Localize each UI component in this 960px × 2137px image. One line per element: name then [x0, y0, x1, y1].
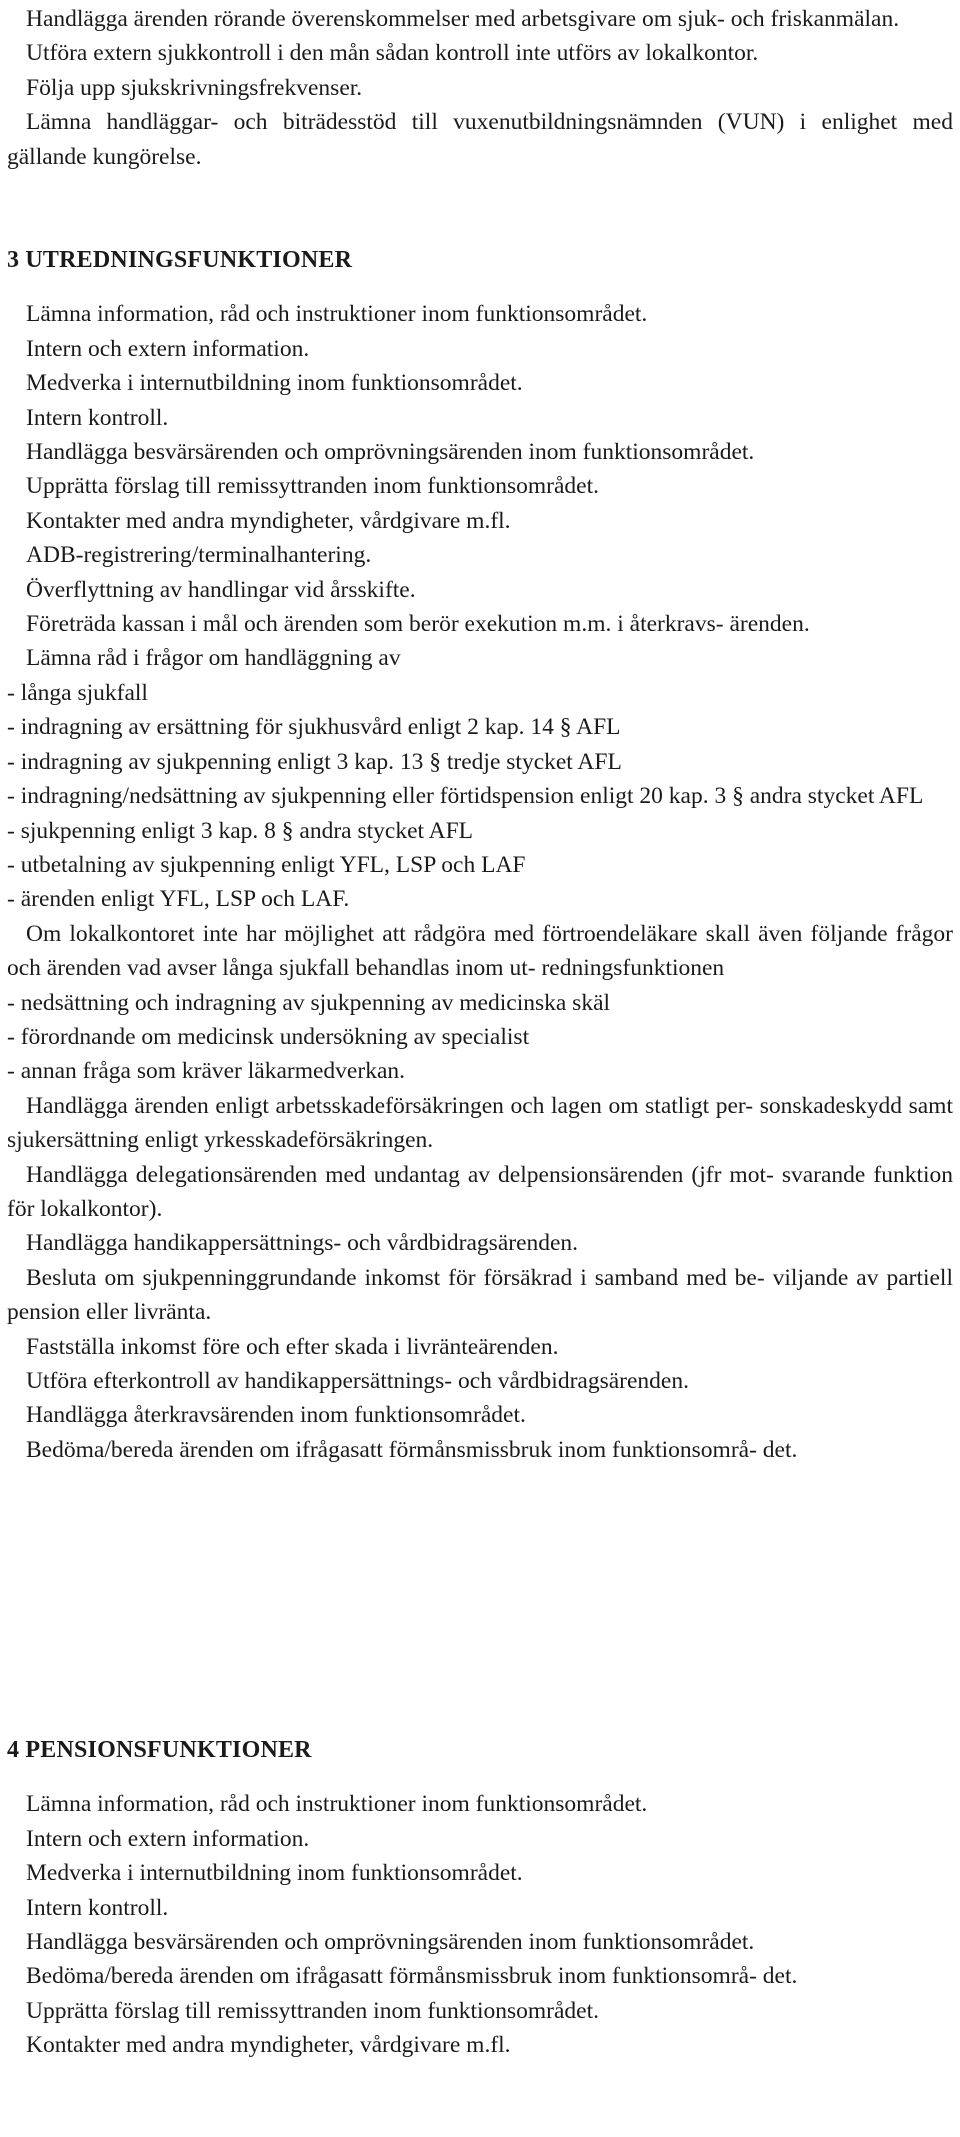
s4-item-8: Kontakter med andra myndigheter, vårdgivare m.fl.	[26, 2032, 511, 2059]
s3-item-14: - indragning av sjukpenning enligt 3 kap. 13 § tredje stycket AFL	[7, 748, 622, 775]
s3-item-6: Upprätta förslag till remissyttranden inom funktionsområdet.	[26, 473, 600, 500]
section-4	[7, 1733, 953, 2063]
s3-item-30: Bedöma/bereda ärenden om ifrågasatt förmånsmissbruk inom funktionsområ- det.	[26, 1436, 798, 1463]
section-3	[7, 243, 953, 1467]
s3-item-15: - indragning/nedsättning av sjukpenning eller förtidspension enligt 20 kap. 3 § andra stycket AFL	[7, 783, 924, 810]
s3-item-27: Fastställa inkomst före och efter skada i livränteärenden.	[26, 1333, 559, 1360]
s4-item-6: Bedöma/bereda ärenden om ifrågasatt förmånsmissbruk inom funktionsområ- det.	[26, 1963, 798, 1990]
s3-item-19: Om lokalkontoret inte har möjlighet att rådgöra med förtroendeläkare skall även följande frågor och ärenden vad avser långa sjukfall behandlas inom ut- redningsfunktionen	[7, 920, 953, 982]
s3-item-26: Besluta om sjukpenninggrundande inkomst för försäkrad i samband med be- viljande av partiell pension eller livränta.	[7, 1264, 953, 1326]
s3-item-20: - nedsättning och indragning av sjukpenning av medicinska skäl	[7, 989, 611, 1016]
s3-item-21: - förordnande om medicinsk undersökning av specialist	[7, 1023, 530, 1050]
s4-item-4: Intern kontroll.	[26, 1894, 169, 1921]
s3-item-25: Handlägga handikappersättnings- och vårdbidragsärenden.	[26, 1230, 579, 1257]
s3-item-10: Företräda kassan i mål och ärenden som berör exekution m.m. i återkravs- ärenden.	[26, 611, 810, 638]
intro-section	[7, 2, 953, 174]
s3-item-12: - långa sjukfall	[7, 679, 148, 706]
intro-paragraph-3: Följa upp sjukskrivningsfrekvenser.	[26, 74, 363, 101]
s3-item-7: Kontakter med andra myndigheter, vårdgivare m.fl.	[26, 507, 511, 534]
s3-item-5: Handlägga besvärsärenden och omprövningsärenden inom funktionsområdet.	[26, 439, 755, 466]
s4-item-5: Handlägga besvärsärenden och omprövningsärenden inom funktionsområdet.	[26, 1929, 755, 1956]
s3-item-2: Intern och extern information.	[26, 335, 310, 362]
s3-item-4: Intern kontroll.	[26, 404, 169, 431]
s4-item-3: Medverka i internutbildning inom funktionsområdet.	[26, 1860, 523, 1887]
intro-paragraph-2: Utföra extern sjukkontroll i den mån sådan kontroll inte utförs av lokalkontor.	[26, 40, 759, 67]
s3-item-16: - sjukpenning enligt 3 kap. 8 § andra stycket AFL	[7, 817, 474, 844]
s3-item-1: Lämna information, råd och instruktioner inom funktionsområdet.	[26, 301, 648, 328]
intro-paragraph-4: Lämna handläggar- och biträdesstöd till vuxenutbildningsnämnden (VUN) i enlighet med gällande kungörelse.	[7, 109, 953, 170]
s3-item-17: - utbetalning av sjukpenning enligt YFL, LSP och LAF	[7, 851, 526, 878]
s3-item-29: Handlägga återkravsärenden inom funktionsområdet.	[26, 1402, 526, 1429]
section-3-heading: 3 UTREDNINGSFUNKTIONER	[7, 247, 353, 273]
s4-item-2: Intern och extern information.	[26, 1825, 310, 1852]
intro-paragraph-1: Handlägga ärenden rörande överenskommelser med arbetsgivare om sjuk- och friskanmälan.	[26, 6, 900, 32]
s3-item-22: - annan fråga som kräver läkarmedverkan.	[7, 1058, 405, 1085]
section-3-list	[7, 297, 953, 1467]
section-4-list	[7, 1787, 953, 2062]
s3-item-13: - indragning av ersättning för sjukhusvård enligt 2 kap. 14 § AFL	[7, 714, 621, 741]
s3-item-23: Handlägga ärenden enligt arbetsskadeförsäkringen och lagen om statligt per- sonskadeskydd samt sjukersättning enligt yrkesskadeförsäkringen.	[7, 1092, 953, 1154]
s3-item-11: Lämna råd i frågor om handläggning av	[26, 645, 401, 672]
section-4-heading: 4 PENSIONSFUNKTIONER	[7, 1737, 312, 1763]
s3-item-3: Medverka i internutbildning inom funktionsområdet.	[26, 370, 523, 397]
s3-item-9: Överflyttning av handlingar vid årsskifte.	[26, 576, 416, 603]
s3-item-24: Handlägga delegationsärenden med undantag av delpensionsärenden (jfr mot- svarande funktion för lokalkontor).	[7, 1161, 953, 1222]
s4-item-7: Upprätta förslag till remissyttranden inom funktionsområdet.	[26, 1997, 600, 2024]
s3-item-18: - ärenden enligt YFL, LSP och LAF.	[7, 886, 350, 913]
s4-item-1: Lämna information, råd och instruktioner inom funktionsområdet.	[26, 1791, 648, 1818]
s3-item-28: Utföra efterkontroll av handikappersättnings- och vårdbidragsärenden.	[26, 1368, 689, 1394]
s3-item-8: ADB-registrering/terminalhantering.	[26, 542, 372, 569]
